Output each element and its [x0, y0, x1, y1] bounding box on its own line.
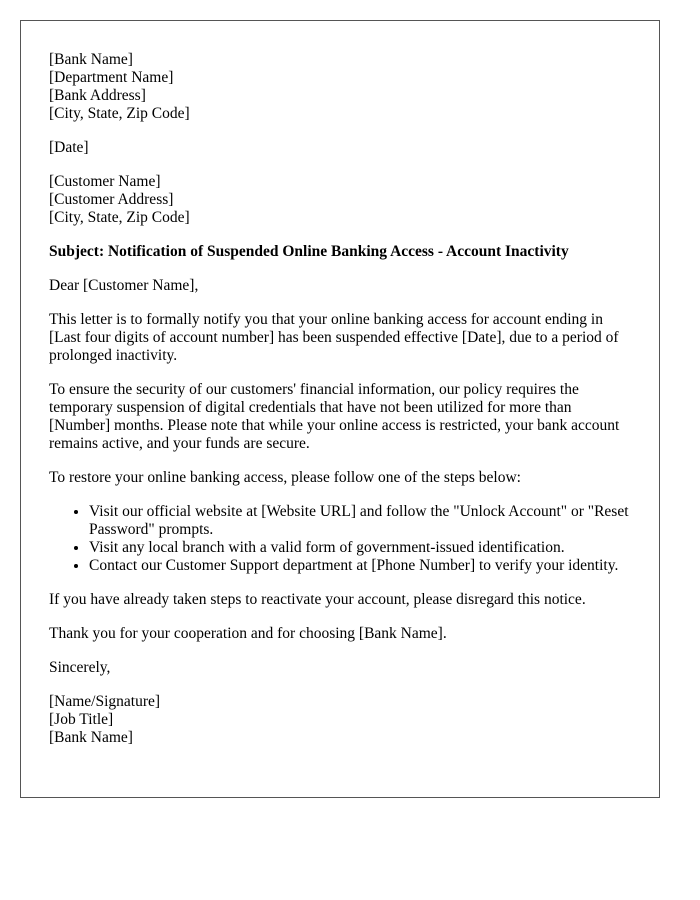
- salutation: Dear [Customer Name],: [49, 277, 199, 294]
- body-paragraph-notice: This letter is to formally notify you that your online banking access for account ending in [Last four digits of account number] has been suspended effective [Date], due to a period of prolonged inactivity.: [49, 311, 619, 364]
- signature-title: [Job Title]: [49, 711, 114, 728]
- date-block: [49, 139, 631, 157]
- body-paragraph-thanks: Thank you for your cooperation and for choosing [Bank Name].: [49, 625, 447, 642]
- recipient-address: [Customer Address]: [49, 191, 174, 208]
- sign-off: Sincerely,: [49, 659, 111, 676]
- steps-list: [49, 503, 631, 575]
- sender-address-block: [49, 51, 631, 123]
- signature-bank-name: [Bank Name]: [49, 729, 133, 746]
- sender-address: [Bank Address]: [49, 87, 146, 104]
- body-paragraph-disregard: If you have already taken steps to reactivate your account, please disregard this notice.: [49, 591, 586, 608]
- body-paragraph-instructions: To restore your online banking access, please follow one of the steps below:: [49, 469, 521, 486]
- list-item: • Contact our Customer Support department at [Phone Number] to verify your identity.: [89, 557, 631, 575]
- list-item: • Visit our official website at [Website URL] and follow the "Unlock Account" or "Reset Password" prompts.: [89, 503, 631, 539]
- recipient-name: [Customer Name]: [49, 173, 161, 190]
- recipient-city-state-zip: [City, State, Zip Code]: [49, 209, 190, 226]
- signature-block: [49, 693, 631, 747]
- sender-department: [Department Name]: [49, 69, 174, 86]
- sender-bank-name: [Bank Name]: [49, 51, 133, 68]
- list-item: • Visit any local branch with a valid form of government-issued identification.: [89, 539, 631, 557]
- subject-line: Subject: Notification of Suspended Online Banking Access - Account Inactivity: [49, 243, 569, 260]
- letter-page: [20, 20, 660, 798]
- signature-name: [Name/Signature]: [49, 693, 161, 710]
- sender-city-state-zip: [City, State, Zip Code]: [49, 105, 190, 122]
- letter-date: [Date]: [49, 139, 89, 156]
- body-paragraph-policy: To ensure the security of our customers' financial information, our policy requires the temporary suspension of digital credentials that have not been utilized for more than [Number] months. Please note that while your online access is restricted, your bank account remains active, and your funds are secure.: [49, 381, 620, 452]
- recipient-address-block: [49, 173, 631, 227]
